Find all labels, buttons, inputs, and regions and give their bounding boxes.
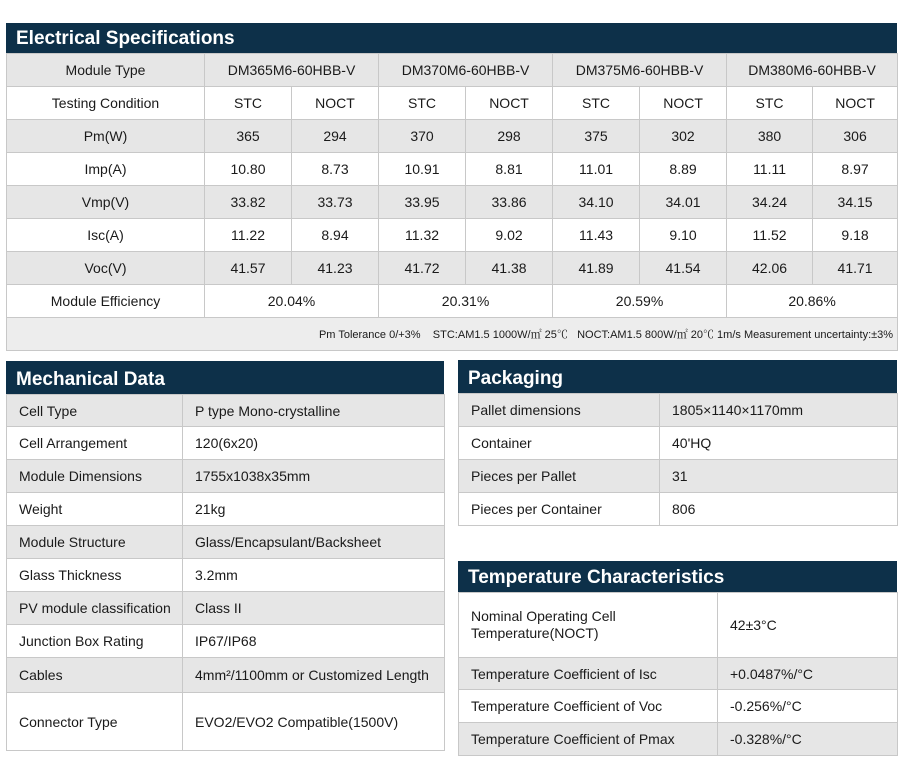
mechanical-title: Mechanical Data bbox=[16, 369, 165, 390]
electrical-table bbox=[6, 53, 898, 351]
value-cell: 33.86 bbox=[466, 186, 553, 219]
packaging-table bbox=[458, 393, 898, 526]
value-cell: 41.57 bbox=[205, 252, 292, 285]
efficiency-row bbox=[7, 285, 898, 318]
value-cell: 10.80 bbox=[205, 153, 292, 186]
row-label: Pm(W) bbox=[7, 120, 205, 153]
condition-cell: STC bbox=[727, 87, 813, 120]
row-label: Container bbox=[459, 427, 660, 460]
row-label: Testing Condition bbox=[7, 87, 205, 120]
value-cell: 9.02 bbox=[466, 219, 553, 252]
value-cell: 42.06 bbox=[727, 252, 813, 285]
row-label: Cell Type bbox=[7, 395, 183, 427]
value-cell: 11.43 bbox=[553, 219, 640, 252]
value-cell: 8.94 bbox=[292, 219, 379, 252]
testing-condition-row bbox=[7, 87, 898, 120]
temperature-title: Temperature Characteristics bbox=[468, 567, 725, 588]
value-cell: 33.73 bbox=[292, 186, 379, 219]
row-value: Class II bbox=[183, 592, 445, 625]
module-type-row bbox=[7, 54, 898, 87]
value-cell: 375 bbox=[553, 120, 640, 153]
table-row bbox=[7, 592, 445, 625]
row-value: 21kg bbox=[183, 493, 445, 526]
value-cell: 11.32 bbox=[379, 219, 466, 252]
packaging-title: Packaging bbox=[468, 368, 564, 389]
condition-cell: STC bbox=[205, 87, 292, 120]
table-row bbox=[7, 559, 445, 592]
row-label: Module Dimensions bbox=[7, 460, 183, 493]
row-label: Isc(A) bbox=[7, 219, 205, 252]
condition-cell: NOCT bbox=[640, 87, 727, 120]
row-label: Module Efficiency bbox=[7, 285, 205, 318]
table-row bbox=[459, 427, 898, 460]
row-value: 1805×1140×1170mm bbox=[660, 394, 898, 427]
module-name: DM370M6-60HBB-V bbox=[379, 54, 553, 87]
table-row bbox=[7, 493, 445, 526]
row-label: Nominal Operating Cell Temperature(NOCT) bbox=[459, 593, 718, 658]
condition-cell: NOCT bbox=[813, 87, 898, 120]
value-cell: 34.24 bbox=[727, 186, 813, 219]
row-value: 120(6x20) bbox=[183, 427, 445, 460]
row-value: Glass/Encapsulant/Backsheet bbox=[183, 526, 445, 559]
table-row bbox=[7, 460, 445, 493]
value-cell: 306 bbox=[813, 120, 898, 153]
row-value: -0.328%/°C bbox=[718, 723, 898, 756]
table-row bbox=[7, 252, 898, 285]
value-cell: 41.38 bbox=[466, 252, 553, 285]
packaging-header bbox=[458, 360, 897, 393]
row-label: Weight bbox=[7, 493, 183, 526]
mechanical-header bbox=[6, 361, 444, 394]
table-row bbox=[7, 120, 898, 153]
electrical-header bbox=[6, 23, 897, 53]
row-value: EVO2/EVO2 Compatible(1500V) bbox=[183, 693, 445, 751]
row-value: 40'HQ bbox=[660, 427, 898, 460]
value-cell: 34.10 bbox=[553, 186, 640, 219]
table-row bbox=[7, 658, 445, 693]
temperature-header bbox=[458, 561, 897, 592]
row-label: Cables bbox=[7, 658, 183, 693]
efficiency-cell: 20.86% bbox=[727, 285, 898, 318]
module-name: DM375M6-60HBB-V bbox=[553, 54, 727, 87]
condition-cell: STC bbox=[379, 87, 466, 120]
row-label: Temperature Coefficient of Isc bbox=[459, 658, 718, 690]
row-label: Module Type bbox=[7, 54, 205, 87]
row-label: Temperature Coefficient of Pmax bbox=[459, 723, 718, 756]
electrical-title: Electrical Specifications bbox=[16, 28, 235, 49]
value-cell: 294 bbox=[292, 120, 379, 153]
value-cell: 41.54 bbox=[640, 252, 727, 285]
row-value: +0.0487%/°C bbox=[718, 658, 898, 690]
condition-cell: NOCT bbox=[292, 87, 379, 120]
row-label: Vmp(V) bbox=[7, 186, 205, 219]
row-label: PV module classification bbox=[7, 592, 183, 625]
table-row bbox=[7, 186, 898, 219]
row-label: Cell Arrangement bbox=[7, 427, 183, 460]
mechanical-table bbox=[6, 394, 445, 751]
value-cell: 11.01 bbox=[553, 153, 640, 186]
value-cell: 370 bbox=[379, 120, 466, 153]
table-row bbox=[459, 460, 898, 493]
module-name: DM380M6-60HBB-V bbox=[727, 54, 898, 87]
row-value: 4mm²/1100mm or Customized Length bbox=[183, 658, 445, 693]
table-row bbox=[459, 493, 898, 526]
row-label: Glass Thickness bbox=[7, 559, 183, 592]
value-cell: 11.11 bbox=[727, 153, 813, 186]
value-cell: 34.15 bbox=[813, 186, 898, 219]
note-row bbox=[7, 318, 898, 351]
table-row bbox=[7, 427, 445, 460]
value-cell: 41.23 bbox=[292, 252, 379, 285]
value-cell: 9.18 bbox=[813, 219, 898, 252]
efficiency-cell: 20.59% bbox=[553, 285, 727, 318]
row-value: 3.2mm bbox=[183, 559, 445, 592]
row-value: IP67/IP68 bbox=[183, 625, 445, 658]
value-cell: 9.10 bbox=[640, 219, 727, 252]
row-label: Pieces per Pallet bbox=[459, 460, 660, 493]
table-row bbox=[459, 658, 898, 690]
value-cell: 298 bbox=[466, 120, 553, 153]
row-label: Pallet dimensions bbox=[459, 394, 660, 427]
value-cell: 8.81 bbox=[466, 153, 553, 186]
row-value: P type Mono-crystalline bbox=[183, 395, 445, 427]
row-label: Imp(A) bbox=[7, 153, 205, 186]
value-cell: 11.52 bbox=[727, 219, 813, 252]
measurement-note: Pm Tolerance 0/+3% STC:AM1.5 1000W/㎡ 25℃ NOCT:AM1.5 800W/㎡ 20℃ 1m/s Measurement uncertainty:±3% bbox=[7, 318, 898, 351]
table-row bbox=[7, 693, 445, 751]
temperature-table bbox=[458, 592, 898, 756]
value-cell: 365 bbox=[205, 120, 292, 153]
row-label: Pieces per Container bbox=[459, 493, 660, 526]
table-row bbox=[7, 153, 898, 186]
value-cell: 380 bbox=[727, 120, 813, 153]
row-value: 806 bbox=[660, 493, 898, 526]
value-cell: 33.95 bbox=[379, 186, 466, 219]
table-row bbox=[459, 690, 898, 723]
table-row bbox=[459, 723, 898, 756]
value-cell: 302 bbox=[640, 120, 727, 153]
value-cell: 10.91 bbox=[379, 153, 466, 186]
condition-cell: STC bbox=[553, 87, 640, 120]
row-label: Junction Box Rating bbox=[7, 625, 183, 658]
value-cell: 41.89 bbox=[553, 252, 640, 285]
table-row bbox=[7, 219, 898, 252]
module-name: DM365M6-60HBB-V bbox=[205, 54, 379, 87]
value-cell: 41.71 bbox=[813, 252, 898, 285]
value-cell: 8.73 bbox=[292, 153, 379, 186]
row-value: 31 bbox=[660, 460, 898, 493]
value-cell: 41.72 bbox=[379, 252, 466, 285]
row-label: Connector Type bbox=[7, 693, 183, 751]
value-cell: 8.97 bbox=[813, 153, 898, 186]
table-row bbox=[459, 394, 898, 427]
row-value: -0.256%/°C bbox=[718, 690, 898, 723]
value-cell: 34.01 bbox=[640, 186, 727, 219]
table-row bbox=[7, 526, 445, 559]
row-label: Module Structure bbox=[7, 526, 183, 559]
table-row bbox=[7, 395, 445, 427]
value-cell: 8.89 bbox=[640, 153, 727, 186]
table-row bbox=[7, 625, 445, 658]
row-label: Voc(V) bbox=[7, 252, 205, 285]
row-value: 1755x1038x35mm bbox=[183, 460, 445, 493]
table-row bbox=[459, 593, 898, 658]
condition-cell: NOCT bbox=[466, 87, 553, 120]
row-value: 42±3°C bbox=[718, 593, 898, 658]
value-cell: 11.22 bbox=[205, 219, 292, 252]
efficiency-cell: 20.31% bbox=[379, 285, 553, 318]
efficiency-cell: 20.04% bbox=[205, 285, 379, 318]
value-cell: 33.82 bbox=[205, 186, 292, 219]
row-label: Temperature Coefficient of Voc bbox=[459, 690, 718, 723]
